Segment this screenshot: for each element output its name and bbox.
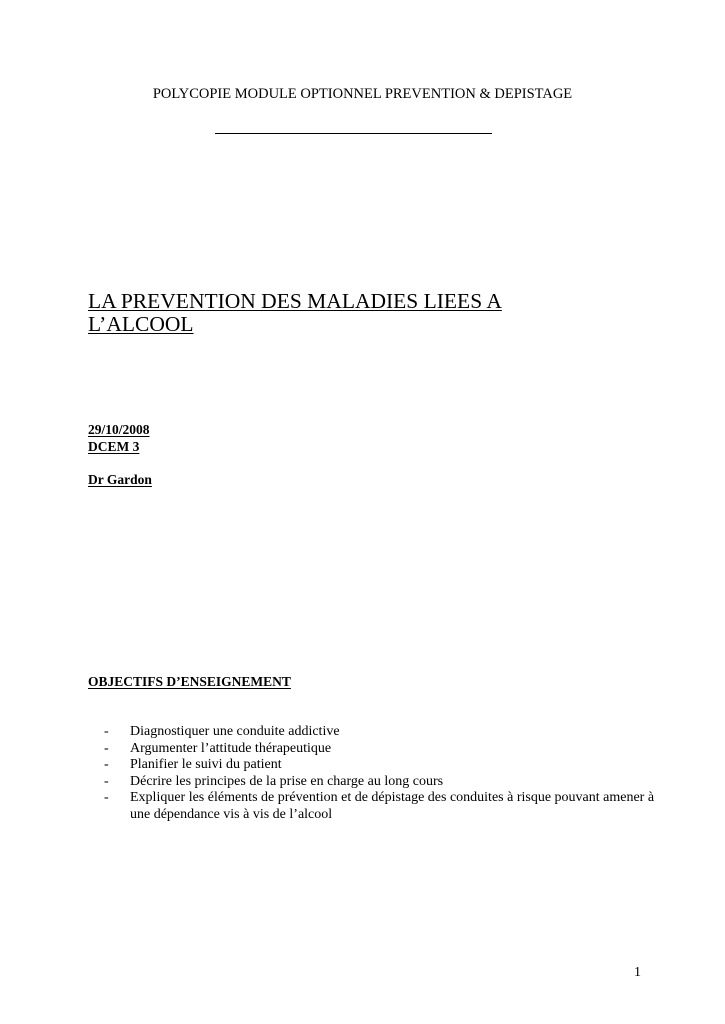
- bullet-dash: -: [104, 740, 109, 756]
- objective-text: Expliquer les éléments de prévention et de dépistage des conduites à risque pouvant amener à une dépendance vis à vis de l’alcool: [130, 790, 655, 822]
- bullet-dash: -: [104, 757, 109, 773]
- objectives-list: [104, 724, 664, 824]
- list-item: [104, 757, 664, 774]
- list-item: [104, 790, 664, 823]
- header-rule: [215, 133, 492, 134]
- objective-text: Décrire les principes de la prise en charge au long cours: [130, 773, 444, 789]
- list-item: [104, 741, 664, 758]
- course-level: DCEM 3: [88, 439, 140, 454]
- document-title-line-1: LA PREVENTION DES MALADIES LIEES A: [88, 289, 502, 313]
- bullet-dash: -: [104, 773, 109, 789]
- list-item: [104, 774, 664, 791]
- document-title-line-2: L’ALCOOL: [88, 312, 194, 336]
- objective-text: Diagnostiquer une conduite addictive: [130, 724, 340, 739]
- bullet-dash: -: [104, 724, 109, 739]
- document-author: Dr Gardon: [88, 472, 152, 487]
- header-title: POLYCOPIE MODULE OPTIONNEL PREVENTION & DEPISTAGE: [152, 86, 573, 102]
- objectives-heading: OBJECTIFS D’ENSEIGNEMENT: [88, 674, 291, 689]
- page-number: 1: [634, 965, 641, 980]
- objective-text: Planifier le suivi du patient: [130, 757, 282, 773]
- objective-text: Argumenter l’attitude thérapeutique: [130, 740, 332, 756]
- list-item: [104, 724, 664, 741]
- document-title: [88, 290, 648, 336]
- document-date: 29/10/2008: [88, 422, 150, 437]
- bullet-dash: -: [104, 790, 109, 806]
